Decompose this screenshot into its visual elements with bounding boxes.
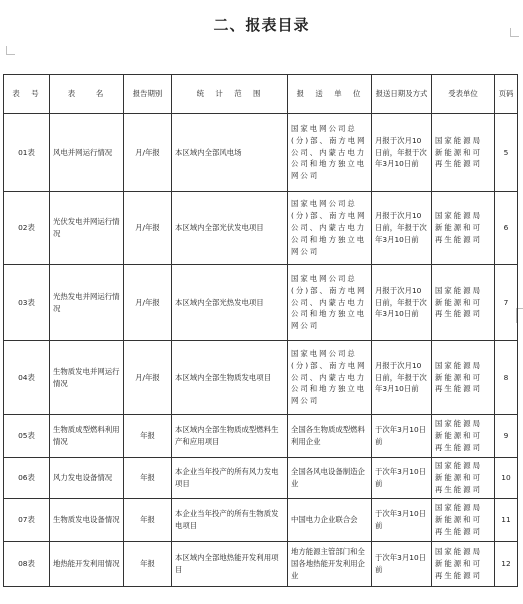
cell-date: 于次年3月10日前 [372, 542, 432, 587]
table-row [4, 265, 518, 341]
cell-table-no: 05表 [4, 415, 50, 458]
header-submission-date: 报送日期及方式 [372, 75, 432, 114]
cell-table-name: 地热能开发利用情况 [50, 542, 124, 587]
cell-submitting-unit: 国家电网公司总(分)部、南方电网公司、内蒙古电力公司和地方独立电网公司 [288, 341, 372, 415]
cell-submitting-unit: 全国各风电设备制造企业 [288, 458, 372, 499]
cell-scope: 本区域内全部光热发电项目 [172, 265, 288, 341]
cell-scope: 本区域内全部生物质成型燃料生产和应用项目 [172, 415, 288, 458]
cell-table-no: 08表 [4, 542, 50, 587]
cell-submitting-unit: 国家电网公司总(分)部、南方电网公司、内蒙古电力公司和地方独立电网公司 [288, 114, 372, 192]
cell-period: 年报 [124, 415, 172, 458]
header-scope: 统 计 范 围 [172, 75, 288, 114]
cell-page: 10 [495, 458, 518, 499]
cell-table-name: 生物质成型燃料利用情况 [50, 415, 124, 458]
cell-submitting-unit: 中国电力企业联合会 [288, 499, 372, 542]
cell-receiving-unit: 国家能源局新能源和可再生能源司 [432, 114, 495, 192]
table-row [4, 341, 518, 415]
cell-scope: 本企业当年投产的所有风力发电项目 [172, 458, 288, 499]
cell-date: 于次年3月10日前 [372, 499, 432, 542]
cell-receiving-unit: 国家能源局新能源和可再生能源司 [432, 265, 495, 341]
cell-date: 月报于次月10日前，年报于次年3月10日前 [372, 192, 432, 265]
cell-table-no: 03表 [4, 265, 50, 341]
cell-table-no: 01表 [4, 114, 50, 192]
cell-table-name: 光伏发电并网运行情况 [50, 192, 124, 265]
cell-table-no: 02表 [4, 192, 50, 265]
cell-period: 年报 [124, 542, 172, 587]
header-receiving-unit: 受表单位 [432, 75, 495, 114]
page-title: 二、报表目录 [213, 16, 310, 34]
cell-receiving-unit: 国家能源局新能源和可再生能源司 [432, 341, 495, 415]
cell-table-name: 风力发电设备情况 [50, 458, 124, 499]
cell-page: 11 [495, 499, 518, 542]
cell-date: 于次年3月10日前 [372, 415, 432, 458]
cell-receiving-unit: 国家能源局新能源和可再生能源司 [432, 542, 495, 587]
table-row [4, 458, 518, 499]
cell-date: 于次年3月10日前 [372, 458, 432, 499]
cell-scope: 本区域内全部光伏发电项目 [172, 192, 288, 265]
header-table-no: 表 号 [4, 75, 50, 114]
cell-period: 年报 [124, 499, 172, 542]
header-report-period: 报告期别 [124, 75, 172, 114]
table-header-row [4, 75, 518, 114]
cell-table-name: 生物质发电设备情况 [50, 499, 124, 542]
cell-receiving-unit: 国家能源局新能源和可再生能源司 [432, 415, 495, 458]
header-submitting-unit: 报 送 单 位 [288, 75, 372, 114]
cell-scope: 本企业当年投产的所有生物质发电项目 [172, 499, 288, 542]
cell-submitting-unit: 全国各生物质成型燃料利用企业 [288, 415, 372, 458]
cell-submitting-unit: 国家电网公司总(分)部、南方电网公司、内蒙古电力公司和地方独立电网公司 [288, 192, 372, 265]
cell-page: 7 [495, 265, 518, 341]
table-row [4, 542, 518, 587]
cell-receiving-unit: 国家能源局新能源和可再生能源司 [432, 458, 495, 499]
cell-submitting-unit: 国家电网公司总(分)部、南方电网公司、内蒙古电力公司和地方独立电网公司 [288, 265, 372, 341]
cell-table-name: 光热发电并网运行情况 [50, 265, 124, 341]
page-margin-mark [6, 46, 15, 55]
table-row [4, 192, 518, 265]
cell-table-no: 06表 [4, 458, 50, 499]
cell-page: 12 [495, 542, 518, 587]
header-table-name: 表 名 [50, 75, 124, 114]
cell-page: 6 [495, 192, 518, 265]
cell-table-name: 风电并网运行情况 [50, 114, 124, 192]
cell-period: 月/年报 [124, 192, 172, 265]
cell-scope: 本区域内全部风电场 [172, 114, 288, 192]
report-catalog-table [3, 74, 518, 587]
cell-period: 月/年报 [124, 341, 172, 415]
cell-page: 5 [495, 114, 518, 192]
cell-scope: 本区域内全部生物质发电项目 [172, 341, 288, 415]
cell-date: 月报于次月10日前，年报于次年3月10日前 [372, 265, 432, 341]
cell-table-no: 07表 [4, 499, 50, 542]
cell-receiving-unit: 国家能源局新能源和可再生能源司 [432, 192, 495, 265]
table-row [4, 114, 518, 192]
table-row [4, 415, 518, 458]
cell-page: 9 [495, 415, 518, 458]
header-page: 页码 [495, 75, 518, 114]
cell-period: 年报 [124, 458, 172, 499]
table-row [4, 499, 518, 542]
cell-date: 月报于次月10日前，年报于次年3月10日前 [372, 341, 432, 415]
cell-page: 8 [495, 341, 518, 415]
cell-date: 月报于次月10日前，年报于次年3月10日前 [372, 114, 432, 192]
cell-submitting-unit: 地方能源主管部门和全国各地热能开发利用企业 [288, 542, 372, 587]
cell-scope: 本区域内全部地热能开发利用项目 [172, 542, 288, 587]
cell-table-name: 生物质发电并网运行情况 [50, 341, 124, 415]
cell-period: 月/年报 [124, 114, 172, 192]
cell-period: 月/年报 [124, 265, 172, 341]
cell-table-no: 04表 [4, 341, 50, 415]
cell-receiving-unit: 国家能源局新能源和可再生能源司 [432, 499, 495, 542]
